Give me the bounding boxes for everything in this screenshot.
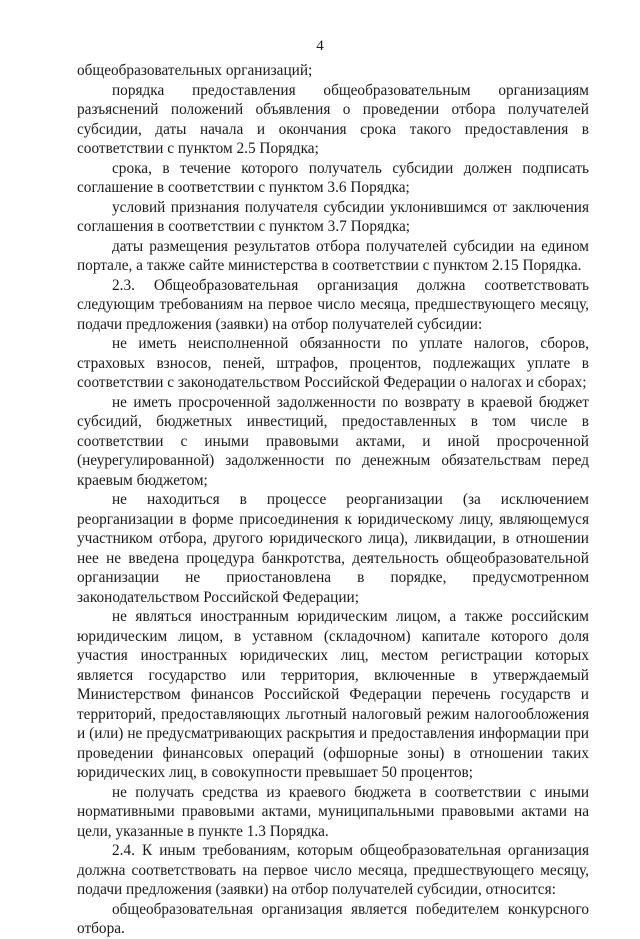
paragraph: порядка предоставления общеобразовательным организациям разъяснений положений объявления о проведении отбора получателей субсидии, даты начала и окончания срока такого предоставления в соответствии с пунктом 2.5 Порядка; (77, 81, 589, 157)
paragraph: не являться иностранным юридическим лицом, а также российским юридическим лицом, в уставном (складочном) капитале которого доля участия иностранных юридических лиц, местом регистрации которых является государство или территория, включенные в утверждаемый Министерством финансов Российской Федерации перечень государств и территорий, предоставляющих льготный налоговый режим налогообложения и (или) не предусматривающих раскрытия и предоставления информации при проведении финансовых операций (офшорные зоны) в отношении таких юридических лиц, в совокупности превышает 50 процентов; (77, 608, 589, 781)
section-2-4-paragraph: 2.4. К иным требованиям, которым общеобразовательная организация должна соответствовать на первое число месяца, предшествующего месяцу, подачи предложения (заявки) на отбор получателей субсидии, относится: (77, 842, 589, 898)
paragraph: даты размещения результатов отбора получателей субсидии на едином портале, а также сайте министерства в соответствии с пунктом 2.15 Порядка. (77, 237, 589, 274)
paragraph: общеобразовательных организаций; (77, 62, 313, 79)
paragraph: срока, в течение которого получатель субсидии должен подписать соглашение в соответствии с пунктом 3.6 Порядка; (77, 159, 589, 196)
paragraph: не находиться в процессе реорганизации (за исключением реорганизации в форме присоединения к юридическому лицу, являющемуся участником отбора, другого юридического лица), ликвидации, в отношении нее не введена процедура банкротства, деятельность общеобразовательной организации не приостановлена в порядке, предусмотренном законодательством Российской Федерации; (77, 491, 589, 606)
paragraph: общеобразовательная организация является победителем конкурсного отбора. (77, 900, 589, 937)
document-body (77, 61, 589, 939)
section-2-3-paragraph: 2.3. Общеобразовательная организация должна соответствовать следующим требованиям на первое число месяца, предшествующего месяцу, подачи предложения (заявки) на отбор получателей субсидии: (77, 276, 589, 333)
paragraph: не иметь неисполненной обязанности по уплате налогов, сборов, страховых взносов, пеней, штрафов, процентов, подлежащих уплате в соответствии с законодательством Российской Федерации о налогах и сборах; (77, 335, 589, 391)
paragraph: не получать средства из краевого бюджета в соответствии с иными нормативными правовыми актами, муниципальными правовыми актами на цели, указанные в пункте 1.3 Порядка. (77, 783, 589, 840)
page-number: 4 (316, 38, 324, 54)
paragraph: не иметь просроченной задолженности по возврату в краевой бюджет субсидий, бюджетных инвестиций, предоставленных в том числе в соответствии с иными правовыми актами, и иной просроченной (неурегулированной) задолженности по денежным обязательствам перед краевым бюджетом; (77, 393, 589, 489)
paragraph: условий признания получателя субсидии уклонившимся от заключения соглашения в соответствии с пунктом 3.7 Порядка; (77, 198, 589, 235)
